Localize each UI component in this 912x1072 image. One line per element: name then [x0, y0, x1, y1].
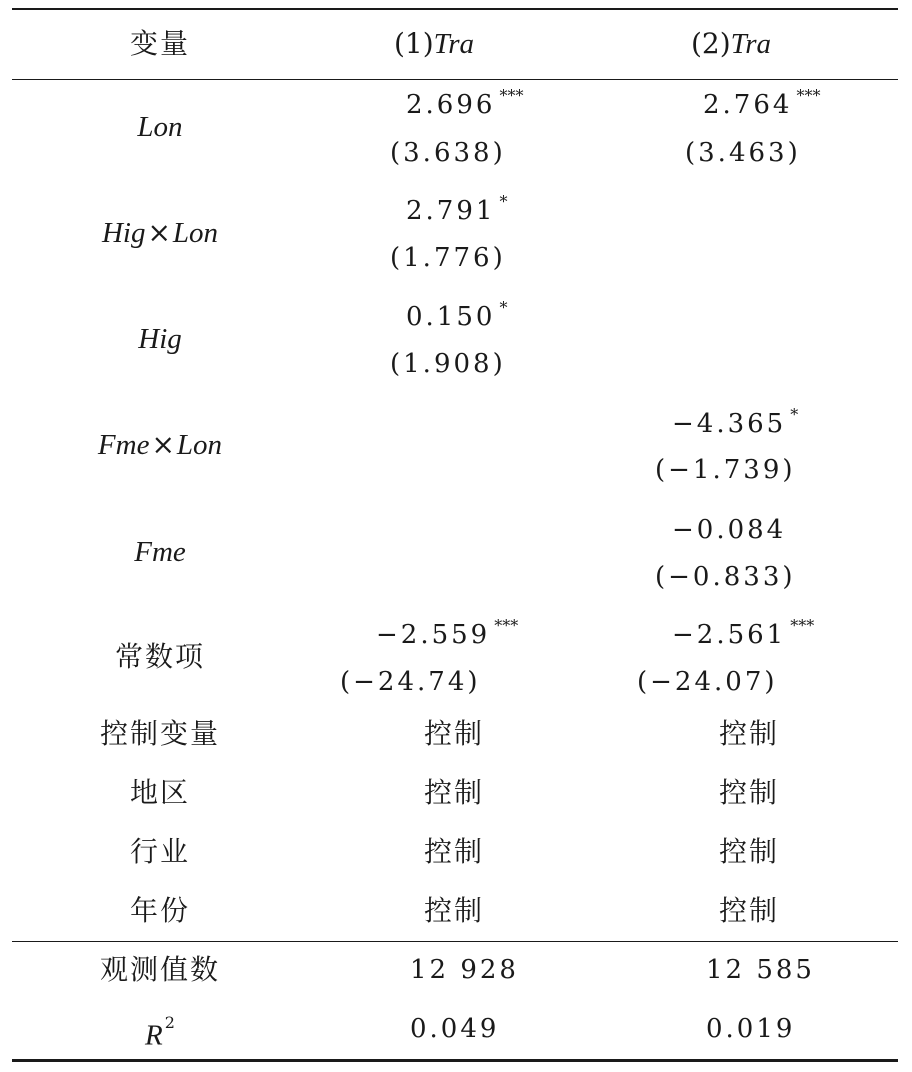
constant-col2-coef — [672, 618, 814, 655]
row-label-fme-lon — [12, 428, 308, 462]
coef: 2.696 — [406, 90, 496, 120]
header-col2 — [691, 27, 771, 61]
header-col2-var: Tra — [730, 28, 771, 60]
label-b: Lon — [176, 429, 223, 461]
row-label-fme: Fme — [134, 536, 186, 568]
header-col2-prefix: (2) — [691, 27, 731, 60]
sig-stars: * — [499, 298, 508, 317]
region-col1: 控制 — [424, 776, 485, 809]
header-col1-var: Tra — [433, 28, 474, 60]
row-label-industry: 行业 — [129, 835, 190, 868]
label-b: Lon — [172, 217, 219, 249]
fme-lon-col2-tstat: (−1.739) — [655, 455, 796, 485]
top-rule — [12, 8, 898, 10]
control-vars-col2: 控制 — [719, 717, 780, 750]
year-col2: 控制 — [719, 894, 780, 927]
sig-stars: *** — [790, 616, 815, 635]
observations-col1: 12 928 — [410, 955, 519, 985]
hig-lon-col1-coef — [406, 194, 507, 231]
lon-col2-coef — [703, 88, 820, 125]
row-label-region: 地区 — [129, 776, 190, 809]
coef: −2.559 — [376, 620, 491, 650]
sig-stars: *** — [494, 616, 519, 635]
industry-col2: 控制 — [719, 835, 780, 868]
fme-lon-col2-coef — [672, 407, 798, 444]
sig-stars: *** — [499, 86, 524, 105]
coef: −2.561 — [672, 620, 787, 650]
header-col1-prefix: (1) — [394, 27, 434, 60]
coef: −4.365 — [672, 409, 787, 439]
lon-col2-tstat: (3.463) — [685, 138, 801, 168]
r-superscript: 2 — [164, 1013, 175, 1032]
hig-col1-coef — [406, 300, 507, 337]
sig-stars: * — [499, 192, 508, 211]
header-rule — [12, 79, 898, 80]
bottom-rule — [12, 1059, 898, 1062]
sig-stars: *** — [796, 86, 821, 105]
row-label-observations: 观测值数 — [99, 953, 220, 986]
fme-col2-coef: −0.084 — [672, 515, 787, 545]
control-vars-col1: 控制 — [424, 717, 485, 750]
r-squared-col1: 0.049 — [410, 1014, 500, 1044]
r-squared-col2: 0.019 — [706, 1014, 796, 1044]
year-col1: 控制 — [424, 894, 485, 927]
row-label-lon: Lon — [137, 111, 183, 143]
fme-col2-tstat: (−0.833) — [655, 562, 796, 592]
row-label-year: 年份 — [129, 894, 190, 927]
lon-col1-tstat: (3.638) — [390, 138, 506, 168]
times-symbol: × — [147, 216, 171, 249]
times-symbol: × — [151, 428, 175, 461]
label-a: Hig — [101, 217, 146, 249]
sig-stars: * — [790, 405, 799, 424]
coef: 2.791 — [406, 196, 496, 226]
label-a: Fme — [97, 429, 150, 461]
row-label-control-vars: 控制变量 — [99, 717, 220, 750]
constant-col1-tstat: (−24.74) — [340, 667, 481, 697]
row-label-hig: Hig — [138, 323, 182, 355]
hig-lon-col1-tstat: (1.776) — [390, 243, 506, 273]
stats-rule — [12, 941, 898, 942]
industry-col1: 控制 — [424, 835, 485, 868]
header-col1 — [394, 27, 474, 61]
row-label-r-squared — [12, 1012, 308, 1052]
lon-col1-coef — [406, 88, 523, 125]
r-symbol: R — [145, 1019, 163, 1052]
region-col2: 控制 — [719, 776, 780, 809]
row-label-hig-lon — [12, 216, 308, 250]
coef: 0.150 — [406, 302, 496, 332]
observations-col2: 12 585 — [706, 955, 815, 985]
constant-col1-coef — [376, 618, 518, 655]
row-label-constant: 常数项 — [114, 640, 205, 673]
constant-col2-tstat: (−24.07) — [637, 667, 778, 697]
coef: 2.764 — [703, 90, 793, 120]
header-variable: 变量 — [129, 27, 190, 60]
hig-col1-tstat: (1.908) — [390, 349, 506, 379]
